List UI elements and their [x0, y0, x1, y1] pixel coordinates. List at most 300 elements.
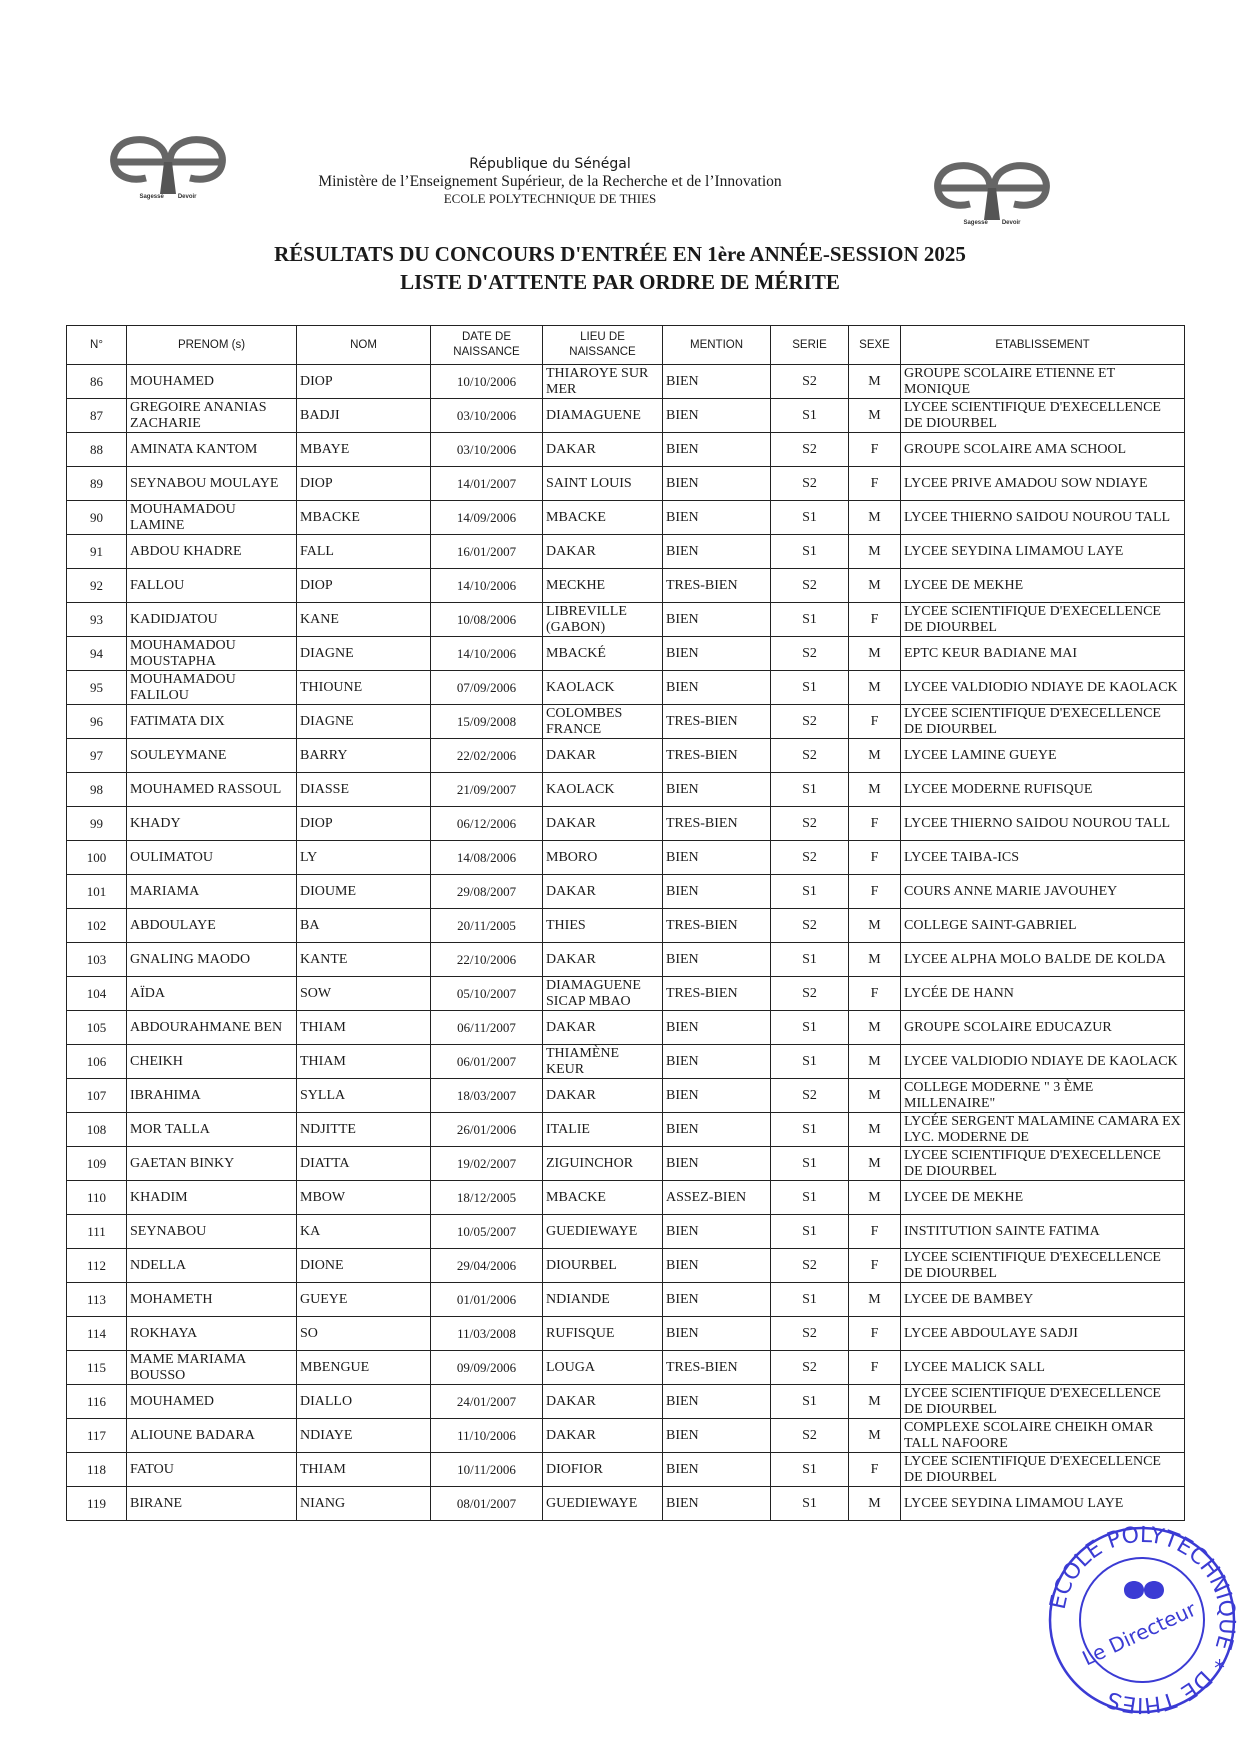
cell-serie: S1: [771, 1283, 849, 1317]
cell-mention: BIEN: [663, 943, 771, 977]
cell-mention: BIEN: [663, 1045, 771, 1079]
results-table: [66, 325, 1185, 1521]
cell-rank: 94: [67, 637, 127, 671]
cell-birth-date: 06/12/2006: [431, 807, 543, 841]
cell-mention: BIEN: [663, 841, 771, 875]
director-stamp: [1042, 1520, 1240, 1720]
cell-mention: TRES-BIEN: [663, 807, 771, 841]
cell-serie: S2: [771, 1249, 849, 1283]
cell-birth-place: DAKAR: [543, 875, 663, 909]
document-title: [170, 240, 1070, 296]
column-header: DATE DE NAISSANCE: [431, 326, 543, 365]
cell-prenom: GAETAN BINKY: [127, 1147, 297, 1181]
cell-etablissement: INSTITUTION SAINTE FATIMA: [901, 1215, 1185, 1249]
cell-nom: MBENGUE: [297, 1351, 431, 1385]
cell-mention: TRES-BIEN: [663, 569, 771, 603]
cell-sexe: F: [849, 1215, 901, 1249]
cell-mention: BIEN: [663, 365, 771, 399]
cell-rank: 99: [67, 807, 127, 841]
cell-etablissement: COMPLEXE SCOLAIRE CHEIKH OMAR TALL NAFOORE: [901, 1419, 1185, 1453]
cell-nom: MBACKE: [297, 501, 431, 535]
cell-birth-place: DAKAR: [543, 1011, 663, 1045]
cell-serie: S1: [771, 1113, 849, 1147]
cell-etablissement: LYCEE VALDIODIO NDIAYE DE KAOLACK: [901, 1045, 1185, 1079]
cell-nom: KA: [297, 1215, 431, 1249]
cell-mention: BIEN: [663, 1249, 771, 1283]
cell-sexe: F: [849, 875, 901, 909]
cell-sexe: M: [849, 1079, 901, 1113]
cell-serie: S1: [771, 501, 849, 535]
cell-serie: S2: [771, 433, 849, 467]
cell-birth-date: 19/02/2007: [431, 1147, 543, 1181]
cell-nom: DIOP: [297, 807, 431, 841]
cell-etablissement: LYCEE ALPHA MOLO BALDE DE KOLDA: [901, 943, 1185, 977]
cell-etablissement: COLLEGE SAINT-GABRIEL: [901, 909, 1185, 943]
table-row: [67, 773, 1185, 807]
cell-birth-place: MECKHE: [543, 569, 663, 603]
cell-serie: S2: [771, 807, 849, 841]
document-header: [240, 155, 860, 207]
cell-birth-date: 10/08/2006: [431, 603, 543, 637]
cell-sexe: M: [849, 1147, 901, 1181]
cell-birth-place: DIOFIOR: [543, 1453, 663, 1487]
cell-serie: S1: [771, 875, 849, 909]
ep-logo-icon: [932, 158, 1052, 222]
cell-birth-place: ITALIE: [543, 1113, 663, 1147]
cell-serie: S2: [771, 569, 849, 603]
cell-rank: 89: [67, 467, 127, 501]
cell-mention: TRES-BIEN: [663, 705, 771, 739]
stamp-ring-text: ECOLE POLYTECHNIQUE * DE THIES: [1045, 1522, 1240, 1718]
cell-birth-date: 29/08/2007: [431, 875, 543, 909]
cell-prenom: SEYNABOU MOULAYE: [127, 467, 297, 501]
table-row: [67, 1113, 1185, 1147]
column-header: SERIE: [771, 326, 849, 365]
motto-right: Devoir: [1001, 220, 1021, 226]
cell-etablissement: LYCEE SCIENTIFIQUE D'EXECELLENCE DE DIOURBEL: [901, 1453, 1185, 1487]
title-line-1: RÉSULTATS DU CONCOURS D'ENTRÉE EN 1ère ANNÉE-SESSION 2025: [274, 242, 966, 266]
cell-birth-place: DAKAR: [543, 1385, 663, 1419]
cell-rank: 108: [67, 1113, 127, 1147]
cell-sexe: M: [849, 365, 901, 399]
column-header: PRENOM (s): [127, 326, 297, 365]
cell-mention: TRES-BIEN: [663, 909, 771, 943]
cell-rank: 91: [67, 535, 127, 569]
cell-sexe: M: [849, 1419, 901, 1453]
cell-sexe: M: [849, 1487, 901, 1521]
cell-birth-date: 18/03/2007: [431, 1079, 543, 1113]
cell-etablissement: LYCEE DE BAMBEY: [901, 1283, 1185, 1317]
motto-left: Sagesse: [139, 194, 164, 200]
school-logo-left: [108, 132, 228, 212]
cell-serie: S1: [771, 1487, 849, 1521]
cell-sexe: M: [849, 637, 901, 671]
table-row: [67, 1215, 1185, 1249]
cell-birth-date: 07/09/2006: [431, 671, 543, 705]
cell-mention: BIEN: [663, 1453, 771, 1487]
cell-mention: BIEN: [663, 1079, 771, 1113]
table-row: [67, 1385, 1185, 1419]
cell-birth-place: MBACKE: [543, 1181, 663, 1215]
cell-serie: S1: [771, 1011, 849, 1045]
table-row: [67, 909, 1185, 943]
title-line-2: LISTE D'ATTENTE PAR ORDRE DE MÉRITE: [400, 270, 840, 294]
cell-mention: BIEN: [663, 1011, 771, 1045]
cell-rank: 102: [67, 909, 127, 943]
table-row: [67, 569, 1185, 603]
cell-rank: 105: [67, 1011, 127, 1045]
cell-birth-place: KAOLACK: [543, 773, 663, 807]
cell-mention: BIEN: [663, 535, 771, 569]
stamp-center-text: Le Directeur: [1078, 1596, 1200, 1671]
cell-nom: DIASSE: [297, 773, 431, 807]
cell-serie: S2: [771, 637, 849, 671]
cell-birth-date: 10/11/2006: [431, 1453, 543, 1487]
cell-sexe: F: [849, 467, 901, 501]
cell-serie: S2: [771, 365, 849, 399]
cell-nom: DIAGNE: [297, 705, 431, 739]
table-row: [67, 501, 1185, 535]
cell-birth-date: 15/09/2008: [431, 705, 543, 739]
cell-serie: S2: [771, 977, 849, 1011]
table-row: [67, 1283, 1185, 1317]
cell-nom: THIAM: [297, 1453, 431, 1487]
cell-etablissement: LYCEE SEYDINA LIMAMOU LAYE: [901, 1487, 1185, 1521]
cell-prenom: NDELLA: [127, 1249, 297, 1283]
cell-prenom: MAME MARIAMA BOUSSO: [127, 1351, 297, 1385]
cell-serie: S1: [771, 773, 849, 807]
cell-mention: BIEN: [663, 1317, 771, 1351]
cell-birth-date: 06/11/2007: [431, 1011, 543, 1045]
table-row: [67, 365, 1185, 399]
cell-rank: 111: [67, 1215, 127, 1249]
cell-birth-place: GUEDIEWAYE: [543, 1215, 663, 1249]
cell-nom: SO: [297, 1317, 431, 1351]
cell-rank: 92: [67, 569, 127, 603]
cell-sexe: M: [849, 535, 901, 569]
table-row: [67, 1249, 1185, 1283]
cell-serie: S1: [771, 399, 849, 433]
cell-nom: DIONE: [297, 1249, 431, 1283]
cell-nom: NIANG: [297, 1487, 431, 1521]
table-row: [67, 943, 1185, 977]
cell-nom: DIOP: [297, 365, 431, 399]
cell-serie: S1: [771, 943, 849, 977]
cell-birth-date: 08/01/2007: [431, 1487, 543, 1521]
cell-birth-place: DAKAR: [543, 1079, 663, 1113]
cell-sexe: M: [849, 943, 901, 977]
cell-serie: S2: [771, 739, 849, 773]
cell-nom: BADJI: [297, 399, 431, 433]
cell-birth-place: DAKAR: [543, 807, 663, 841]
table-row: [67, 1419, 1185, 1453]
cell-sexe: M: [849, 909, 901, 943]
cell-etablissement: LYCEE SEYDINA LIMAMOU LAYE: [901, 535, 1185, 569]
cell-serie: S2: [771, 1317, 849, 1351]
cell-sexe: M: [849, 1283, 901, 1317]
cell-mention: TRES-BIEN: [663, 739, 771, 773]
table-row: [67, 433, 1185, 467]
cell-rank: 86: [67, 365, 127, 399]
cell-etablissement: LYCEE THIERNO SAIDOU NOUROU TALL: [901, 807, 1185, 841]
cell-birth-date: 14/10/2006: [431, 637, 543, 671]
cell-nom: DIALLO: [297, 1385, 431, 1419]
cell-mention: BIEN: [663, 671, 771, 705]
column-header: SEXE: [849, 326, 901, 365]
cell-etablissement: COLLEGE MODERNE " 3 ÈME MILLENAIRE": [901, 1079, 1185, 1113]
cell-nom: DIAGNE: [297, 637, 431, 671]
cell-serie: S2: [771, 705, 849, 739]
cell-rank: 115: [67, 1351, 127, 1385]
cell-sexe: M: [849, 1385, 901, 1419]
cell-mention: BIEN: [663, 501, 771, 535]
cell-etablissement: LYCEE DE MEKHE: [901, 569, 1185, 603]
cell-birth-date: 21/09/2007: [431, 773, 543, 807]
cell-birth-date: 20/11/2005: [431, 909, 543, 943]
cell-birth-place: DAKAR: [543, 535, 663, 569]
table-row: [67, 603, 1185, 637]
table-row: [67, 1453, 1185, 1487]
cell-prenom: AMINATA KANTOM: [127, 433, 297, 467]
cell-sexe: M: [849, 739, 901, 773]
cell-nom: MBOW: [297, 1181, 431, 1215]
cell-birth-place: THIES: [543, 909, 663, 943]
cell-prenom: GREGOIRE ANANIAS ZACHARIE: [127, 399, 297, 433]
cell-mention: BIEN: [663, 875, 771, 909]
cell-nom: SYLLA: [297, 1079, 431, 1113]
cell-etablissement: LYCEE LAMINE GUEYE: [901, 739, 1185, 773]
cell-birth-place: NDIANDE: [543, 1283, 663, 1317]
cell-etablissement: LYCEE SCIENTIFIQUE D'EXECELLENCE DE DIOURBEL: [901, 1385, 1185, 1419]
cell-rank: 90: [67, 501, 127, 535]
table-row: [67, 1487, 1185, 1521]
cell-sexe: M: [849, 569, 901, 603]
cell-birth-place: DAKAR: [543, 1419, 663, 1453]
cell-sexe: M: [849, 399, 901, 433]
cell-nom: DIOUME: [297, 875, 431, 909]
cell-prenom: AÏDA: [127, 977, 297, 1011]
cell-serie: S1: [771, 603, 849, 637]
cell-prenom: MOUHAMADOU FALILOU: [127, 671, 297, 705]
cell-rank: 103: [67, 943, 127, 977]
table-row: [67, 977, 1185, 1011]
cell-nom: BA: [297, 909, 431, 943]
cell-rank: 109: [67, 1147, 127, 1181]
cell-sexe: F: [849, 807, 901, 841]
cell-serie: S1: [771, 1147, 849, 1181]
cell-birth-place: LIBREVILLE (GABON): [543, 603, 663, 637]
cell-etablissement: GROUPE SCOLAIRE AMA SCHOOL: [901, 433, 1185, 467]
cell-etablissement: LYCEE TAIBA-ICS: [901, 841, 1185, 875]
cell-prenom: MOUHAMED RASSOUL: [127, 773, 297, 807]
cell-sexe: M: [849, 773, 901, 807]
cell-nom: NDJITTE: [297, 1113, 431, 1147]
column-header: NOM: [297, 326, 431, 365]
cell-prenom: GNALING MAODO: [127, 943, 297, 977]
cell-birth-place: DAKAR: [543, 433, 663, 467]
ministry-label: Ministère de l’Enseignement Supérieur, de la Recherche et de l’Innovation: [318, 173, 782, 190]
cell-birth-place: DIAMAGUENE SICAP MBAO: [543, 977, 663, 1011]
cell-sexe: M: [849, 1113, 901, 1147]
table-row: [67, 1317, 1185, 1351]
cell-prenom: ABDOURAHMANE BEN: [127, 1011, 297, 1045]
table-row: [67, 671, 1185, 705]
cell-birth-place: DIAMAGUENE: [543, 399, 663, 433]
motto-right: Devoir: [177, 194, 197, 200]
cell-birth-date: 14/10/2006: [431, 569, 543, 603]
table-row: [67, 1147, 1185, 1181]
cell-prenom: MOUHAMADOU LAMINE: [127, 501, 297, 535]
cell-prenom: KADIDJATOU: [127, 603, 297, 637]
cell-birth-place: THIAROYE SUR MER: [543, 365, 663, 399]
cell-rank: 96: [67, 705, 127, 739]
cell-serie: S2: [771, 467, 849, 501]
cell-nom: BARRY: [297, 739, 431, 773]
cell-birth-date: 24/01/2007: [431, 1385, 543, 1419]
cell-prenom: MOR TALLA: [127, 1113, 297, 1147]
cell-etablissement: EPTC KEUR BADIANE MAI: [901, 637, 1185, 671]
cell-prenom: IBRAHIMA: [127, 1079, 297, 1113]
cell-mention: BIEN: [663, 1215, 771, 1249]
cell-mention: BIEN: [663, 603, 771, 637]
cell-rank: 101: [67, 875, 127, 909]
cell-birth-place: GUEDIEWAYE: [543, 1487, 663, 1521]
cell-mention: BIEN: [663, 1113, 771, 1147]
school-logo-right: [932, 158, 1052, 238]
cell-birth-date: 18/12/2005: [431, 1181, 543, 1215]
cell-etablissement: LYCEE ABDOULAYE SADJI: [901, 1317, 1185, 1351]
cell-nom: MBAYE: [297, 433, 431, 467]
cell-birth-date: 03/10/2006: [431, 433, 543, 467]
cell-birth-date: 26/01/2006: [431, 1113, 543, 1147]
cell-birth-place: ZIGUINCHOR: [543, 1147, 663, 1181]
cell-nom: SOW: [297, 977, 431, 1011]
cell-etablissement: LYCEE SCIENTIFIQUE D'EXECELLENCE DE DIOURBEL: [901, 1249, 1185, 1283]
cell-birth-date: 29/04/2006: [431, 1249, 543, 1283]
cell-etablissement: GROUPE SCOLAIRE EDUCAZUR: [901, 1011, 1185, 1045]
cell-nom: THIAM: [297, 1045, 431, 1079]
cell-nom: DIOP: [297, 569, 431, 603]
cell-birth-date: 01/01/2006: [431, 1283, 543, 1317]
cell-rank: 95: [67, 671, 127, 705]
cell-prenom: ABDOU KHADRE: [127, 535, 297, 569]
cell-prenom: MOUHAMED: [127, 1385, 297, 1419]
cell-birth-date: 06/01/2007: [431, 1045, 543, 1079]
table-row: [67, 1079, 1185, 1113]
cell-etablissement: LYCEE THIERNO SAIDOU NOUROU TALL: [901, 501, 1185, 535]
table-row: [67, 399, 1185, 433]
cell-etablissement: LYCEE SCIENTIFIQUE D'EXECELLENCE DE DIOURBEL: [901, 603, 1185, 637]
cell-prenom: MOUHAMED: [127, 365, 297, 399]
cell-serie: S1: [771, 1385, 849, 1419]
cell-birth-place: DIOURBEL: [543, 1249, 663, 1283]
cell-mention: BIEN: [663, 467, 771, 501]
cell-mention: BIEN: [663, 1419, 771, 1453]
official-stamp-icon: [1042, 1520, 1240, 1720]
cell-sexe: M: [849, 671, 901, 705]
cell-etablissement: LYCEE SCIENTIFIQUE D'EXECELLENCE DE DIOURBEL: [901, 399, 1185, 433]
table-row: [67, 705, 1185, 739]
cell-prenom: FALLOU: [127, 569, 297, 603]
cell-rank: 88: [67, 433, 127, 467]
cell-serie: S1: [771, 1215, 849, 1249]
table-row: [67, 739, 1185, 773]
cell-prenom: MOUHAMADOU MOUSTAPHA: [127, 637, 297, 671]
cell-rank: 118: [67, 1453, 127, 1487]
republic-label: République du Sénégal: [469, 156, 631, 172]
cell-etablissement: GROUPE SCOLAIRE ETIENNE ET MONIQUE: [901, 365, 1185, 399]
cell-etablissement: LYCEE SCIENTIFIQUE D'EXECELLENCE DE DIOURBEL: [901, 705, 1185, 739]
cell-sexe: F: [849, 1453, 901, 1487]
cell-nom: DIATTA: [297, 1147, 431, 1181]
cell-sexe: M: [849, 1181, 901, 1215]
cell-birth-place: COLOMBES FRANCE: [543, 705, 663, 739]
cell-etablissement: COURS ANNE MARIE JAVOUHEY: [901, 875, 1185, 909]
cell-birth-place: RUFISQUE: [543, 1317, 663, 1351]
cell-prenom: ABDOULAYE: [127, 909, 297, 943]
cell-prenom: KHADY: [127, 807, 297, 841]
cell-serie: S2: [771, 1419, 849, 1453]
cell-rank: 112: [67, 1249, 127, 1283]
cell-sexe: M: [849, 1011, 901, 1045]
school-label: ECOLE POLYTECHNIQUE DE THIES: [443, 191, 657, 206]
motto-left: Sagesse: [963, 220, 988, 226]
cell-birth-date: 14/01/2007: [431, 467, 543, 501]
cell-sexe: M: [849, 501, 901, 535]
table-row: [67, 1011, 1185, 1045]
cell-mention: BIEN: [663, 1283, 771, 1317]
cell-birth-date: 11/10/2006: [431, 1419, 543, 1453]
column-header: MENTION: [663, 326, 771, 365]
cell-serie: S1: [771, 1045, 849, 1079]
cell-rank: 119: [67, 1487, 127, 1521]
table-row: [67, 1351, 1185, 1385]
cell-sexe: F: [849, 1317, 901, 1351]
cell-serie: S1: [771, 535, 849, 569]
cell-birth-date: 16/01/2007: [431, 535, 543, 569]
cell-sexe: F: [849, 705, 901, 739]
table-header-row: [67, 326, 1185, 365]
cell-nom: THIOUNE: [297, 671, 431, 705]
cell-birth-date: 11/03/2008: [431, 1317, 543, 1351]
column-header: LIEU DE NAISSANCE: [543, 326, 663, 365]
cell-rank: 97: [67, 739, 127, 773]
cell-prenom: ROKHAYA: [127, 1317, 297, 1351]
cell-mention: BIEN: [663, 399, 771, 433]
cell-prenom: OULIMATOU: [127, 841, 297, 875]
cell-rank: 98: [67, 773, 127, 807]
cell-etablissement: LYCEE VALDIODIO NDIAYE DE KAOLACK: [901, 671, 1185, 705]
cell-birth-place: SAINT LOUIS: [543, 467, 663, 501]
cell-mention: BIEN: [663, 773, 771, 807]
cell-birth-date: 14/08/2006: [431, 841, 543, 875]
cell-birth-date: 22/02/2006: [431, 739, 543, 773]
cell-rank: 100: [67, 841, 127, 875]
cell-mention: BIEN: [663, 1487, 771, 1521]
cell-birth-place: MBACKE: [543, 501, 663, 535]
cell-sexe: F: [849, 1249, 901, 1283]
cell-birth-place: MBORO: [543, 841, 663, 875]
cell-prenom: CHEIKH: [127, 1045, 297, 1079]
cell-birth-date: 10/10/2006: [431, 365, 543, 399]
cell-prenom: BIRANE: [127, 1487, 297, 1521]
cell-sexe: F: [849, 841, 901, 875]
cell-sexe: F: [849, 1351, 901, 1385]
cell-serie: S2: [771, 909, 849, 943]
cell-etablissement: LYCEE SCIENTIFIQUE D'EXECELLENCE DE DIOURBEL: [901, 1147, 1185, 1181]
cell-birth-date: 14/09/2006: [431, 501, 543, 535]
cell-sexe: F: [849, 433, 901, 467]
